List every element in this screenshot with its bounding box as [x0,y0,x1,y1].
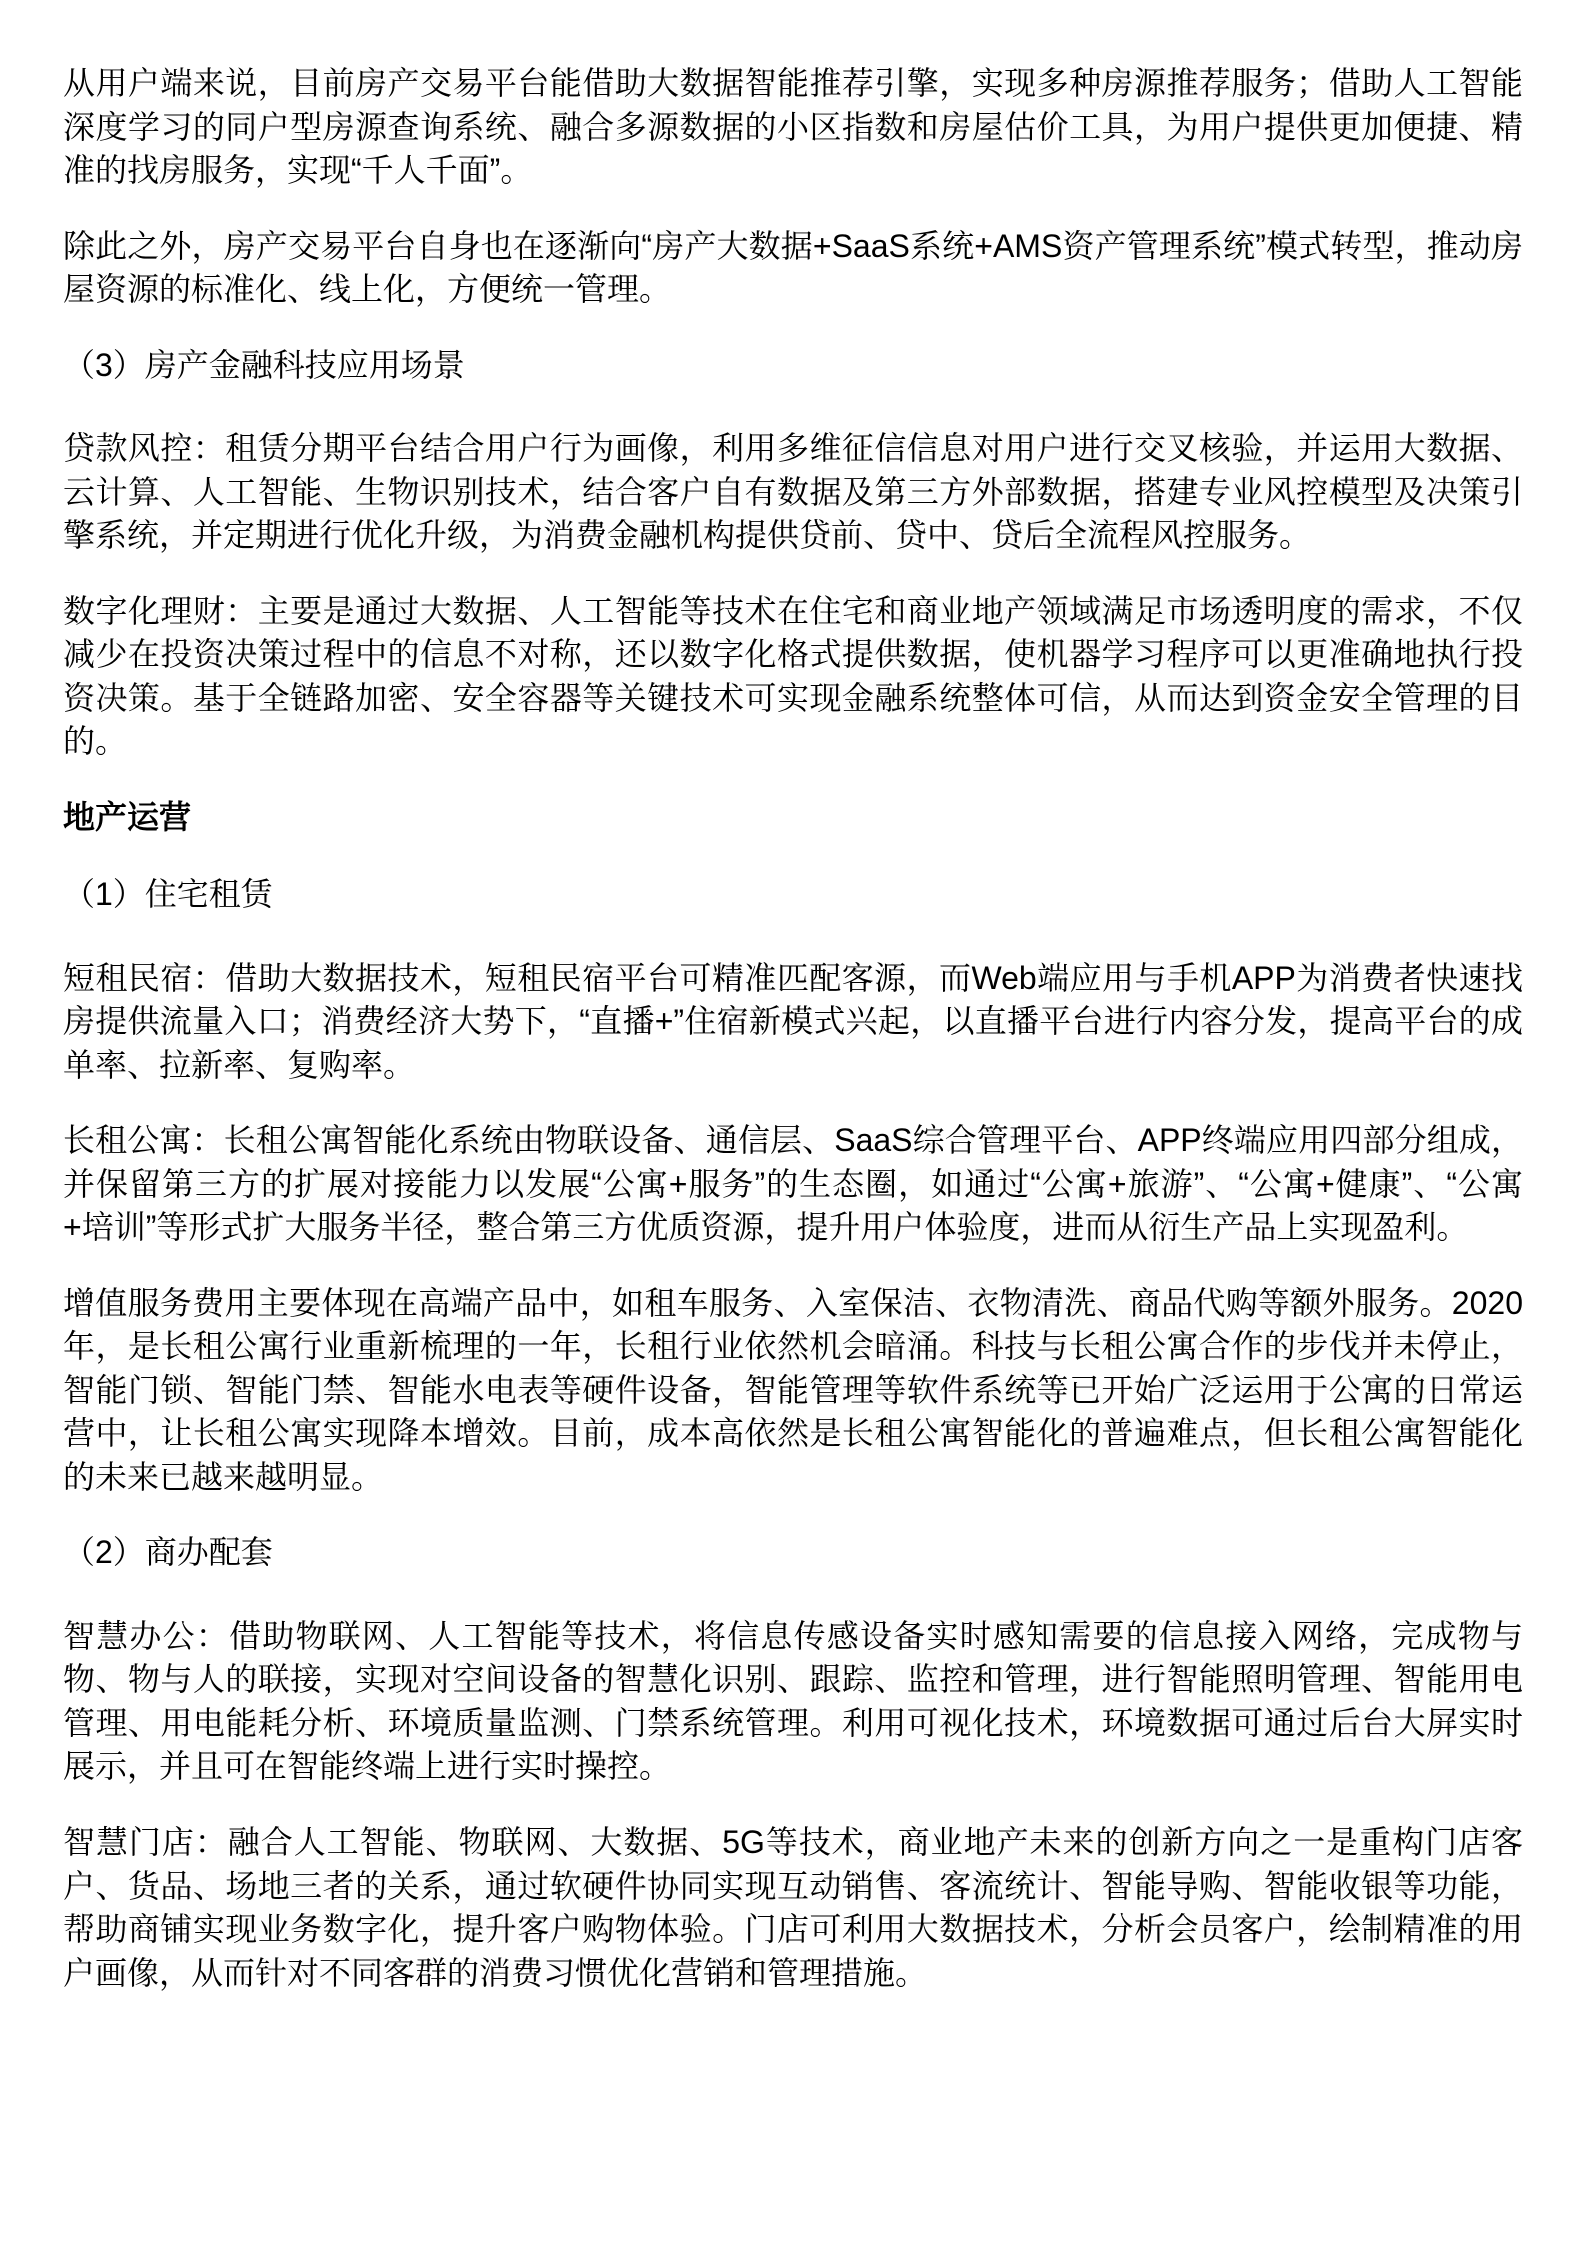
paragraph-loan-risk-control: 贷款风控：租赁分期平台结合用户行为画像，利用多维征信信息对用户进行交叉核验，并运用大数据、云计算、人工智能、生物识别技术，结合客户自有数据及第三方外部数据，搭建专业风控模型及决策引擎系统，并定期进行优化升级，为消费金融机构提供贷前、贷中、贷后全流程风控服务。 [63,430,1523,554]
paragraph-value-added-services: 增值服务费用主要体现在高端产品中，如租车服务、入室保洁、衣物清洗、商品代购等额外服务。2020年，是长租公寓行业重新梳理的一年，长租行业依然机会暗涌。科技与长租公寓合作的步伐并未停止，智能门锁、智能门禁、智能水电表等硬件设备，智能管理等软件系统等已开始广泛运用于公寓的日常运营中，让长租公寓实现降本增效。目前，成本高依然是长租公寓智能化的普遍难点，但长租公寓智能化的未来已越来越明显。 [63,1284,1523,1495]
paragraph-smart-office: 智慧办公：借助物联网、人工智能等技术，将信息传感设备实时感知需要的信息接入网络，完成物与物、物与人的联接，实现对空间设备的智慧化识别、跟踪、监控和管理，进行智能照明管理、智能用电管理、用电能耗分析、环境质量监测、门禁系统管理。利用可视化技术，环境数据可通过后台大屏实时展示，并且可在智能终端上进行实时操控。 [63,1617,1523,1785]
heading-property-operations: 地产运营 [63,798,192,835]
paragraph-user-side-platform: 从用户端来说，目前房产交易平台能借助大数据智能推荐引擎，实现多种房源推荐服务；借助人工智能深度学习的同户型房源查询系统、融合多源数据的小区指数和房屋估价工具，为用户提供更加便捷、精准的找房服务，实现“千人千面”。 [63,65,1523,189]
paragraph-long-term-apartment: 长租公寓：长租公寓智能化系统由物联设备、通信层、SaaS综合管理平台、APP终端应用四部分组成，并保留第三方的扩展对接能力以发展“公寓+服务”的生态圈，如通过“公寓+旅游”、“公寓+健康”、“公寓+培训”等形式扩大服务半径，整合第三方优质资源，提升用户体验度，进而从衍生产品上实现盈利。 [63,1122,1523,1246]
paragraph-smart-store: 智慧门店：融合人工智能、物联网、大数据、5G等技术，商业地产未来的创新方向之一是重构门店客户、货品、场地三者的关系，通过软硬件协同实现互动销售、客流统计、智能导购、智能收银等功能，帮助商铺实现业务数字化，提升客户购物体验。门店可利用大数据技术，分析会员客户，绘制精准的用户画像，从而针对不同客群的消费习惯优化营销和管理措施。 [63,1823,1523,1991]
paragraph-platform-transformation: 除此之外，房产交易平台自身也在逐渐向“房产大数据+SaaS系统+AMS资产管理系统”模式转型，推动房屋资源的标准化、线上化，方便统一管理。 [63,227,1523,308]
subheading-commercial-office-support: （2）商办配套 [63,1534,273,1571]
paragraph-short-term-rental: 短租民宿：借助大数据技术，短租民宿平台可精准匹配客源，而Web端应用与手机APP为消费者快速找房提供流量入口；消费经济大势下，“直播+”住宿新模式兴起，以直播平台进行内容分发，提高平台的成单率、拉新率、复购率。 [63,959,1523,1083]
subheading-residential-leasing: （1）住宅租赁 [63,876,273,913]
subheading-fintech-application-scenarios: （3）房产金融科技应用场景 [63,346,465,383]
paragraph-digital-wealth-management: 数字化理财：主要是通过大数据、人工智能等技术在住宅和商业地产领域满足市场透明度的需求，不仅减少在投资决策过程中的信息不对称，还以数字化格式提供数据，使机器学习程序可以更准确地执行投资决策。基于全链路加密、安全容器等关键技术可实现金融系统整体可信，从而达到资金安全管理的目的。 [63,592,1523,760]
